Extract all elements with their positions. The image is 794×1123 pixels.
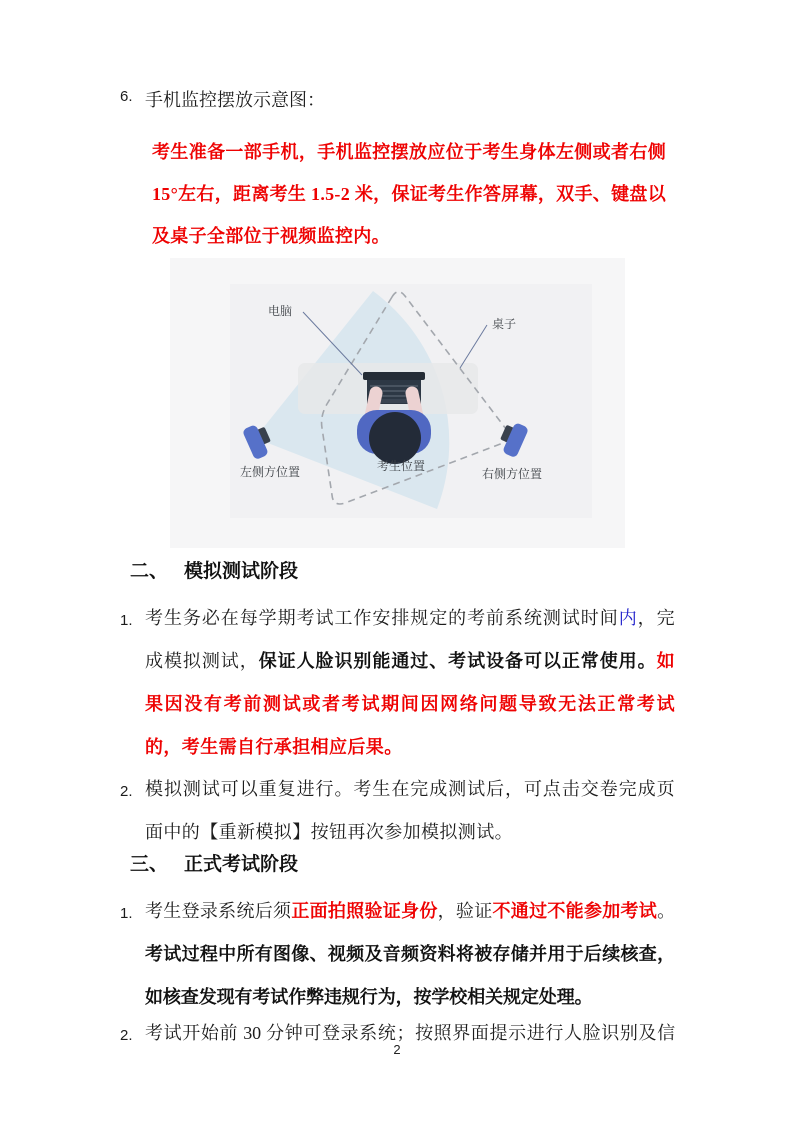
section-number: 二、	[130, 561, 169, 582]
item-text	[145, 890, 675, 1019]
text-segment: ，完成模拟测试，	[145, 608, 675, 671]
text-segment-red: 如果因没有考前测试或者考试期间因网络问题导致无法正常考试的，考生需自行承担相应后果。	[145, 651, 675, 757]
text-segment-red: 不通过不能参加考试	[492, 901, 658, 921]
text-segment: 考生登录系统后须	[145, 901, 292, 921]
list-item-formal-1	[120, 890, 675, 1019]
list-item-sim-2	[120, 768, 675, 854]
text-segment: 考生务必在每学期考试工作安排规定的考前系统测试时间	[145, 608, 619, 628]
warning-paragraph: 考生准备一部手机，手机监控摆放应位于考生身体左侧或者右侧 15°左右，距离考生 1.5-2 米，保证考生作答屏幕，双手、键盘以及桌子全部位于视频监控内。	[152, 142, 666, 246]
section-number: 三、	[130, 854, 169, 875]
desk-label: 桌子	[492, 317, 517, 331]
text-segment-bold: 考试过程中所有图像、视频及音频资料将被存储并用于后续核查，如核查发现有考试作弊违规行为，按学校相关规定处理。	[145, 944, 675, 1007]
item-text	[145, 597, 675, 769]
item-number: 2.	[120, 783, 133, 800]
section-title: 正式考试阶段	[184, 854, 299, 875]
item-text: 考试开始前 30 分钟可登录系统；按照界面提示进行人脸识别及信	[145, 1023, 675, 1043]
examinee-position-label: 考生位置	[377, 459, 426, 473]
monitoring-diagram	[170, 258, 625, 548]
text-segment-blue: 内	[618, 608, 638, 628]
text-segment-red: 正面拍照验证身份	[291, 901, 438, 921]
section-heading-formal	[130, 849, 298, 876]
item6-number: 6.	[120, 88, 133, 105]
list-item-6	[120, 86, 680, 112]
section-title: 模拟测试阶段	[184, 561, 299, 582]
left-position-label: 左侧方位置	[240, 465, 301, 479]
item-number: 2.	[120, 1027, 133, 1044]
item6-title: 手机监控摆放示意图：	[145, 90, 325, 110]
text-segment: ，验证	[437, 901, 493, 921]
text-segment-bold: 保证人脸识别能通过、考试设备可以正常使用。	[258, 651, 657, 671]
page-number: 2	[393, 1042, 401, 1057]
text-segment: 。	[657, 901, 676, 921]
item-number: 1.	[120, 612, 133, 629]
section-heading-simulation	[130, 556, 298, 583]
computer-label: 电脑	[268, 304, 293, 318]
right-position-label: 右侧方位置	[482, 467, 543, 481]
item-number: 1.	[120, 905, 133, 922]
list-item-sim-1	[120, 597, 675, 769]
item-text: 模拟测试可以重复进行。考生在完成测试后，可点击交卷完成页面中的【重新模拟】按钮再次参加模拟测试。	[145, 779, 675, 842]
